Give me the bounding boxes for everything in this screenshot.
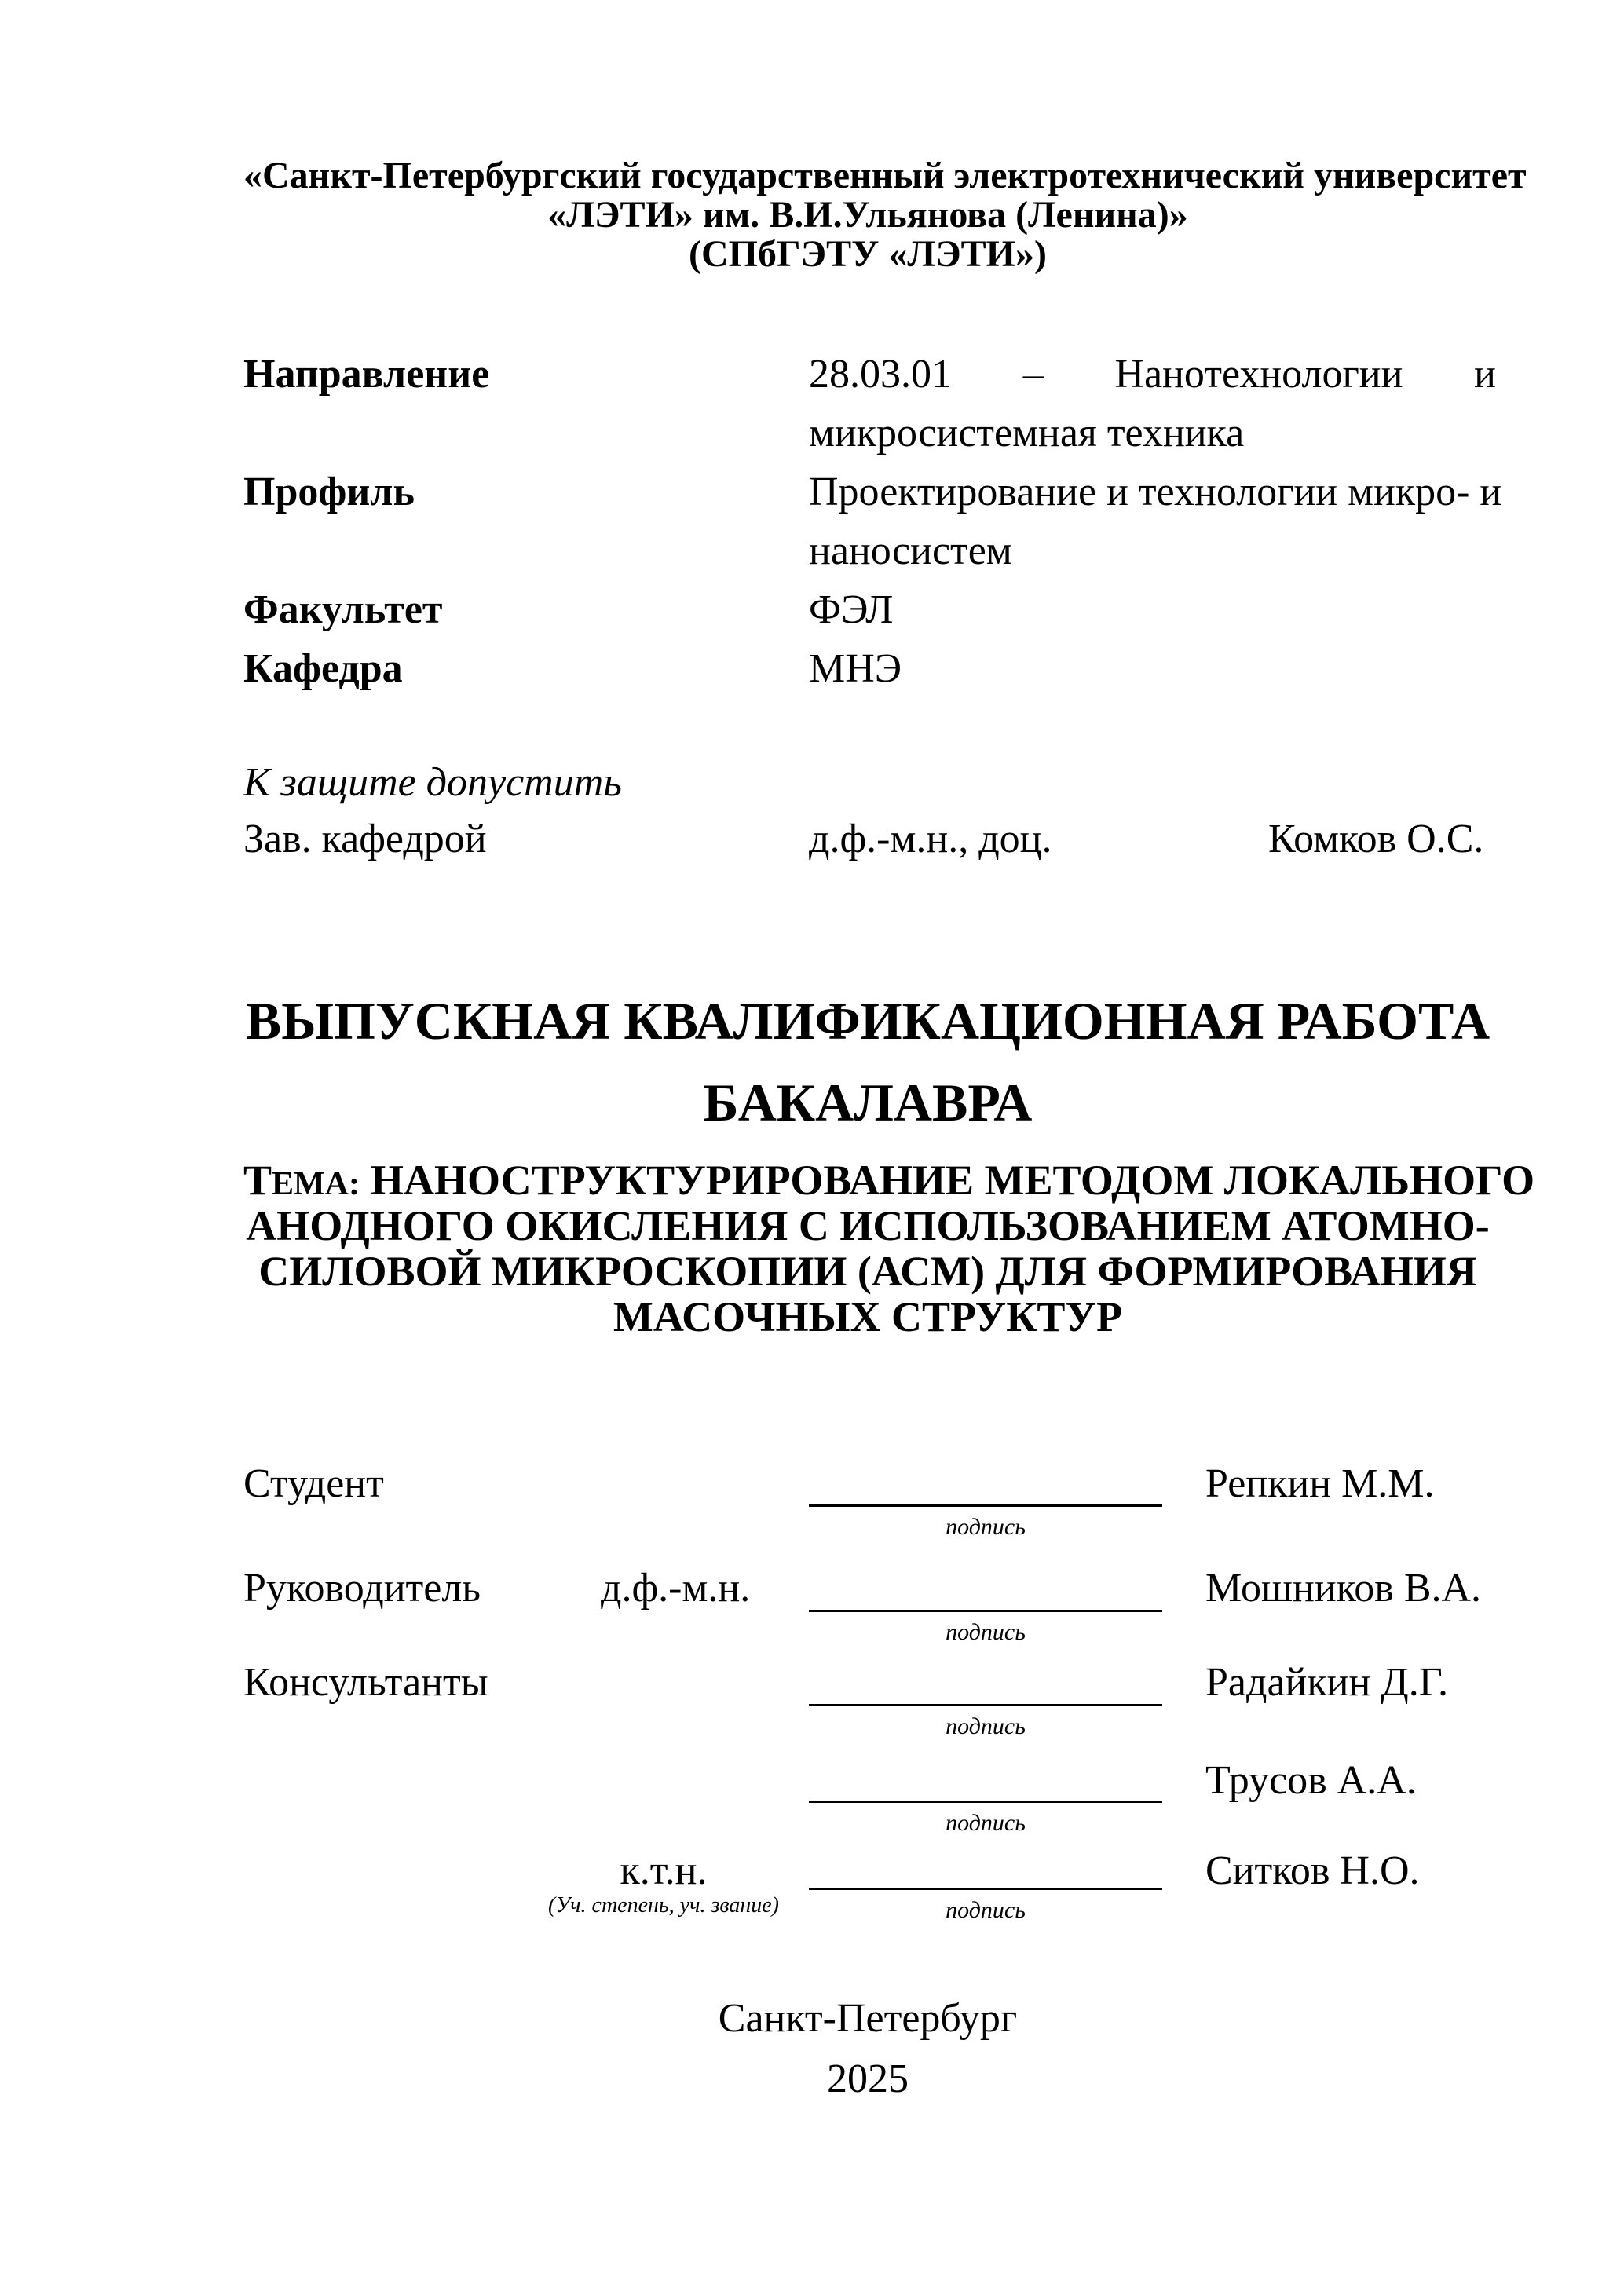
student-name: Репкин М.М. bbox=[1205, 1461, 1435, 1506]
theme-line3: СИЛОВОЙ МИКРОСКОПИИ (АСМ) ДЛЯ ФОРМИРОВАНИЯ bbox=[258, 1248, 1477, 1295]
direction-value-line2: микросистемная техника bbox=[809, 411, 1245, 455]
profile-value-line1: Проектирование и технологии микро- и bbox=[809, 470, 1502, 514]
signature-line-consultant3 bbox=[809, 1888, 1162, 1890]
department-head-name: Комков О.С. bbox=[1268, 817, 1484, 861]
profile-label: Профиль bbox=[243, 470, 415, 514]
work-title-line1: ВЫПУСКНАЯ КВАЛИФИКАЦИОННАЯ РАБОТА bbox=[245, 991, 1490, 1051]
signature-line-supervisor bbox=[809, 1610, 1162, 1612]
profile-value-line2: наносистем bbox=[809, 528, 1012, 573]
signature-caption-consultant2: подпись bbox=[946, 1810, 1026, 1836]
signature-caption-consultant1: подпись bbox=[946, 1713, 1026, 1739]
department-label: Кафедра bbox=[243, 646, 403, 691]
university-name-line1: «Санкт-Петербургский государственный электротехнический университет bbox=[243, 155, 1527, 196]
consultant1-name: Радайкин Д.Г. bbox=[1205, 1660, 1448, 1705]
signature-line-student bbox=[809, 1504, 1162, 1507]
supervisor-degree: д.ф.-м.н. bbox=[601, 1566, 751, 1610]
supervisor-label: Руководитель bbox=[243, 1566, 481, 1610]
signature-caption-student: подпись bbox=[946, 1514, 1026, 1540]
theme-line1-text: НАНОСТРУКТУРИРОВАНИЕ МЕТОДОМ ЛОКАЛЬНОГО bbox=[371, 1157, 1535, 1204]
department-head-label: Зав. кафедрой bbox=[243, 817, 487, 861]
department-head-degree: д.ф.-м.н., доц. bbox=[809, 817, 1052, 861]
theme-label-small: ЕМА: bbox=[272, 1166, 360, 1202]
supervisor-name: Мошников В.А. bbox=[1205, 1566, 1482, 1610]
university-abbreviation: (СПбГЭТУ «ЛЭТИ») bbox=[689, 233, 1047, 275]
admission-phrase: К защите допустить bbox=[243, 760, 622, 805]
consultants-label: Консультанты bbox=[243, 1660, 488, 1705]
work-title-line2: БАКАЛАВРА bbox=[703, 1073, 1033, 1132]
department-value: МНЭ bbox=[809, 646, 902, 691]
faculty-value: ФЭЛ bbox=[809, 587, 894, 632]
consultant2-name: Трусов А.А. bbox=[1205, 1758, 1417, 1803]
theme-line4: МАСОЧНЫХ СТРУКТУР bbox=[613, 1293, 1123, 1340]
consultant3-degree: к.т.н. bbox=[620, 1848, 708, 1893]
degree-caption: (Уч. степень, уч. звание) bbox=[548, 1893, 779, 1918]
signature-line-consultant1 bbox=[809, 1704, 1162, 1706]
city: Санкт-Петербург bbox=[718, 1996, 1018, 2041]
theme-line2: АНОДНОГО ОКИСЛЕНИЯ С ИСПОЛЬЗОВАНИЕМ АТОМНО- bbox=[246, 1202, 1490, 1249]
year: 2025 bbox=[827, 2057, 909, 2101]
direction-label: Направление bbox=[243, 352, 490, 397]
student-label: Студент bbox=[243, 1461, 384, 1506]
signature-caption-consultant3: подпись bbox=[946, 1897, 1026, 1923]
signature-line-consultant2 bbox=[809, 1801, 1162, 1803]
university-name-line2: «ЛЭТИ» им. В.И.Ульянова (Ленина)» bbox=[547, 194, 1188, 236]
consultant3-name: Ситков Н.О. bbox=[1205, 1848, 1420, 1893]
direction-value-line1: 28.03.01 – Нанотехнологии и bbox=[809, 352, 1496, 397]
theme-line1 bbox=[243, 1157, 1535, 1204]
faculty-label: Факультет bbox=[243, 587, 443, 632]
theme-label-big: Т bbox=[243, 1157, 272, 1204]
signature-caption-supervisor: подпись bbox=[946, 1619, 1026, 1645]
